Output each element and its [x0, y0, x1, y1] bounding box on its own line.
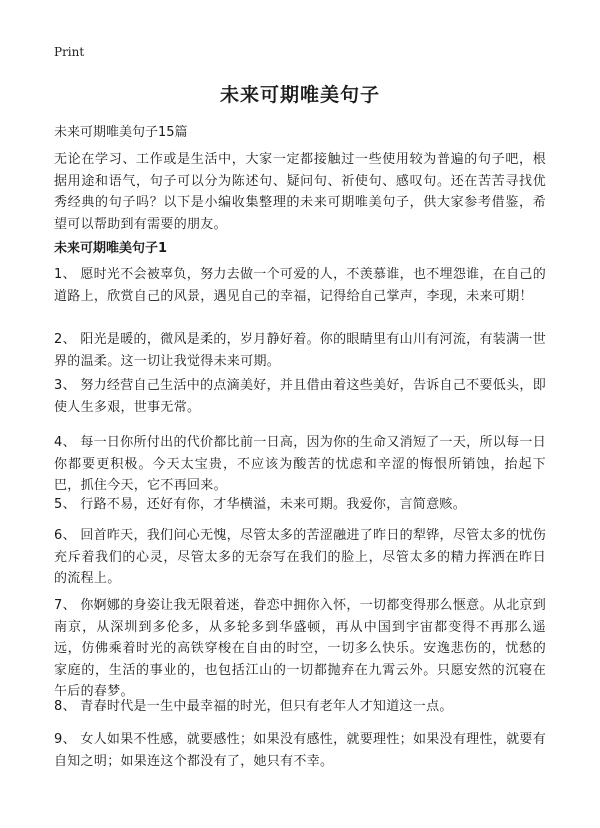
list-item: 9、 女人如果不性感，就要感性；如果没有感性，就要理性；如果没有理性，就要有自知之明；如果连这个都没有了，她只有不幸。 [54, 732, 546, 769]
section-heading: 未来可期唯美句子1 [54, 241, 168, 256]
list-item: 1、 愿时光不会被辜负，努力去做一个可爱的人，不羡慕谁，也不埋怨谁，在自己的道路上，欣赏自己的风景，遇见自己的幸福，记得给自己掌声，李现，未来可期！ [54, 267, 546, 304]
intro-paragraph: 无论在学习、工作或是生活中，大家一定都接触过一些使用较为普遍的句子吧，根据用途和语气，句子可以分为陈述句、疑问句、祈使句、感叹句。还在苦苦寻找优秀经典的句子吗？以下是小编收集整理的未来可期唯美句子，供大家参考借鉴，希望可以帮助到有需要的朋友。 [54, 152, 546, 232]
document-subtitle: 未来可期唯美句子15篇 [54, 125, 188, 140]
list-item: 5、 行路不易，还好有你，才华横溢，未来可期。我爱你，言简意赅。 [54, 497, 467, 512]
list-item: 4、 每一日你所付出的代价都比前一日高，因为你的生命又消短了一天，所以每一日你都要更积极。今天太宝贵，不应该为酸苦的忧虑和辛涩的悔恨所销蚀，抬起下巴，抓住今天，它不再回来。 [54, 435, 546, 493]
list-item: 7、 你婀娜的身姿让我无限着迷，眷恋中拥你入怀，一切都变得那么惬意。从北京到南京，从深圳到多伦多，从多轮多到华盛顿，再从中国到宇宙都变得不再那么遥远，仿佛乘着时光的高铁穿梭在自由的时空，一切多么快乐。安逸悲伤的，忧愁的家庭的，生活的事业的，也包括江山的一切都抛弃在九霄云外。只愿安然的沉寝在午后的春梦。 [54, 598, 546, 699]
list-item: 6、 回首昨天，我们问心无愧，尽管太多的苦涩融进了昨日的犁铧，尽管太多的忧伤充斥着我们的心灵，尽管太多的无奈写在我们的脸上，尽管太多的精力挥洒在昨日的流程上。 [54, 528, 546, 586]
page-title: 未来可期唯美句子 [219, 84, 380, 106]
list-item: 2、 阳光是暖的，微风是柔的，岁月静好着。你的眼睛里有山川有河流，有装满一世界的温柔。这一切让我觉得未来可期。 [54, 332, 546, 369]
list-item: 8、 青春时代是一生中最幸福的时光，但只有老年人才知道这一点。 [54, 699, 453, 714]
print-link[interactable]: Print [54, 45, 85, 59]
list-item: 3、 努力经营自己生活中的点滴美好，并且借由着这些美好，告诉自己不要低头，即使人生多艰，世事无常。 [54, 378, 546, 415]
